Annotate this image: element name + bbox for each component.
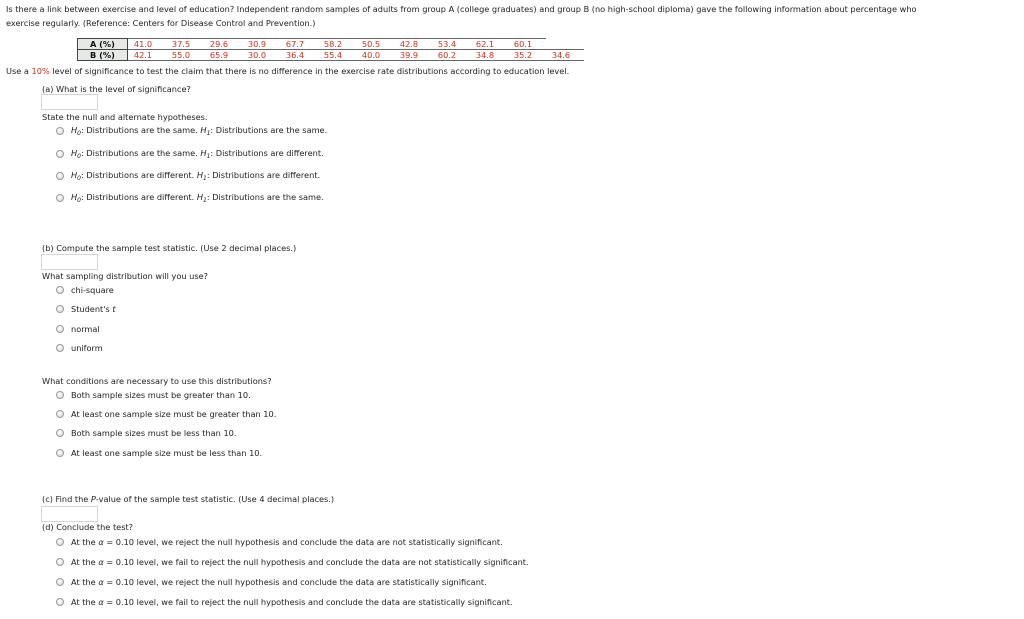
distribution-label: normal — [71, 324, 100, 334]
table-cell: 29.6 — [204, 39, 242, 50]
table-cell: 60.2 — [432, 50, 470, 61]
condition-label: At least one sample size must be greater than 10. — [71, 409, 277, 419]
hypothesis-option-3[interactable] — [56, 170, 320, 182]
conclusion-label: At the α = 0.10 level, we reject the null hypothesis and conclude the data are not statistically significant. — [71, 537, 503, 547]
hypothesis-option-2[interactable] — [56, 148, 324, 160]
table-row-b — [78, 50, 584, 61]
radio-button[interactable] — [56, 286, 64, 294]
table-cell: 40.0 — [356, 50, 394, 61]
conclusion-option-3[interactable] — [56, 577, 487, 587]
radio-button[interactable] — [56, 150, 64, 158]
radio-button[interactable] — [56, 598, 64, 606]
table-row-a — [78, 39, 584, 50]
condition-option-3[interactable] — [56, 428, 237, 438]
radio-button[interactable] — [56, 172, 64, 180]
condition-label: Both sample sizes must be less than 10. — [71, 428, 237, 438]
table-cell: 42.1 — [127, 50, 166, 61]
hypothesis-text: $H_0$: Distributions are different. $H_1$: Distributions are the same. — [71, 192, 324, 204]
conclusion-label: At the α = 0.10 level, we fail to reject the null hypothesis and conclude the data are statistically significant. — [71, 597, 513, 607]
table-cell: 65.9 — [204, 50, 242, 61]
significance-level: 10% — [31, 66, 50, 76]
part-d-question: (d) Conclude the test? — [42, 522, 134, 532]
table-cell: 37.5 — [166, 39, 204, 50]
radio-button[interactable] — [56, 410, 64, 418]
table-cell: 34.6 — [546, 50, 584, 61]
table-cell: 62.1 — [470, 39, 508, 50]
distribution-label: chi-square — [71, 285, 114, 295]
hypotheses-prompt: State the null and alternate hypotheses. — [42, 112, 208, 122]
table-cell: 50.5 — [356, 39, 394, 50]
table-cell: 55.4 — [318, 50, 356, 61]
distribution-option-uniform[interactable] — [56, 343, 103, 353]
significance-statement — [6, 66, 569, 76]
hypothesis-text: $H_0$: Distributions are the same. $H_1$: Distributions are different. — [71, 148, 324, 160]
radio-button[interactable] — [56, 578, 64, 586]
table-cell: 42.8 — [394, 39, 432, 50]
distribution-option-chi-square[interactable] — [56, 285, 114, 295]
table-cell: 30.0 — [242, 50, 280, 61]
radio-button[interactable] — [56, 449, 64, 457]
radio-button[interactable] — [56, 391, 64, 399]
radio-button[interactable] — [56, 194, 64, 202]
intro-line-1: Is there a link between exercise and level of education? Independent random samples of adults from group A (college graduates) and group B (no high-school diploma) gave the following information about percentage who — [6, 4, 917, 14]
part-a-question: (a) What is the level of significance? — [42, 84, 191, 94]
radio-button[interactable] — [56, 429, 64, 437]
distribution-option-students-t[interactable] — [56, 304, 116, 314]
table-cell: 41.0 — [127, 39, 166, 50]
table-cell: 58.2 — [318, 39, 356, 50]
radio-button[interactable] — [56, 127, 64, 135]
table-cell: 36.4 — [280, 50, 318, 61]
radio-button[interactable] — [56, 538, 64, 546]
distribution-label: uniform — [71, 343, 103, 353]
conclusion-label: At the α = 0.10 level, we reject the null hypothesis and conclude the data are statistically significant. — [71, 577, 487, 587]
table-cell: 35.2 — [508, 50, 546, 61]
radio-button[interactable] — [56, 344, 64, 352]
conclusion-option-1[interactable] — [56, 537, 503, 547]
test-statistic-input[interactable] — [41, 254, 98, 270]
radio-button[interactable] — [56, 558, 64, 566]
conclusion-option-4[interactable] — [56, 597, 513, 607]
row-a-label: A (%) — [78, 39, 128, 50]
hypothesis-option-1[interactable] — [56, 125, 327, 137]
table-cell: 39.9 — [394, 50, 432, 61]
significance-answer-input[interactable] — [41, 94, 98, 110]
radio-button[interactable] — [56, 305, 64, 313]
table-empty-cell — [546, 39, 584, 50]
radio-button[interactable] — [56, 325, 64, 333]
distribution-option-normal[interactable] — [56, 324, 100, 334]
distribution-label: Student's t — [71, 304, 116, 314]
part-b-question: (b) Compute the sample test statistic. (Use 2 decimal places.) — [42, 243, 297, 253]
row-b-label: B (%) — [78, 50, 128, 61]
hypothesis-text: $H_0$: Distributions are different. $H_1$: Distributions are different. — [71, 170, 321, 182]
condition-option-1[interactable] — [56, 390, 251, 400]
hypothesis-text: $H_0$: Distributions are the same. $H_1$: Distributions are the same. — [71, 125, 328, 137]
condition-option-2[interactable] — [56, 409, 276, 419]
conclusion-label: At the α = 0.10 level, we fail to reject the null hypothesis and conclude the data are not statistically significant. — [71, 557, 529, 567]
p-value-input[interactable] — [41, 506, 98, 522]
significance-pre: Use a — [6, 66, 32, 76]
table-cell: 60.1 — [508, 39, 546, 50]
conclusion-option-2[interactable] — [56, 557, 529, 567]
table-cell: 55.0 — [166, 50, 204, 61]
condition-label: Both sample sizes must be greater than 10. — [71, 390, 251, 400]
table-cell: 67.7 — [280, 39, 318, 50]
conditions-prompt: What conditions are necessary to use this distributions? — [42, 376, 272, 386]
hypothesis-option-4[interactable] — [56, 192, 324, 204]
distribution-prompt: What sampling distribution will you use? — [42, 271, 208, 281]
intro-line-2: exercise regularly. (Reference: Centers for Disease Control and Prevention.) — [6, 18, 316, 28]
condition-option-4[interactable] — [56, 448, 262, 458]
table-cell: 30.9 — [242, 39, 280, 50]
table-cell: 34.8 — [470, 50, 508, 61]
data-table — [77, 38, 584, 61]
part-c-question: (c) Find the P-value of the sample test statistic. (Use 4 decimal places.) — [42, 494, 335, 504]
significance-post: level of significance to test the claim that there is no difference in the exercise rate distributions according to education level. — [49, 66, 570, 76]
condition-label: At least one sample size must be less than 10. — [71, 448, 263, 458]
table-cell: 53.4 — [432, 39, 470, 50]
